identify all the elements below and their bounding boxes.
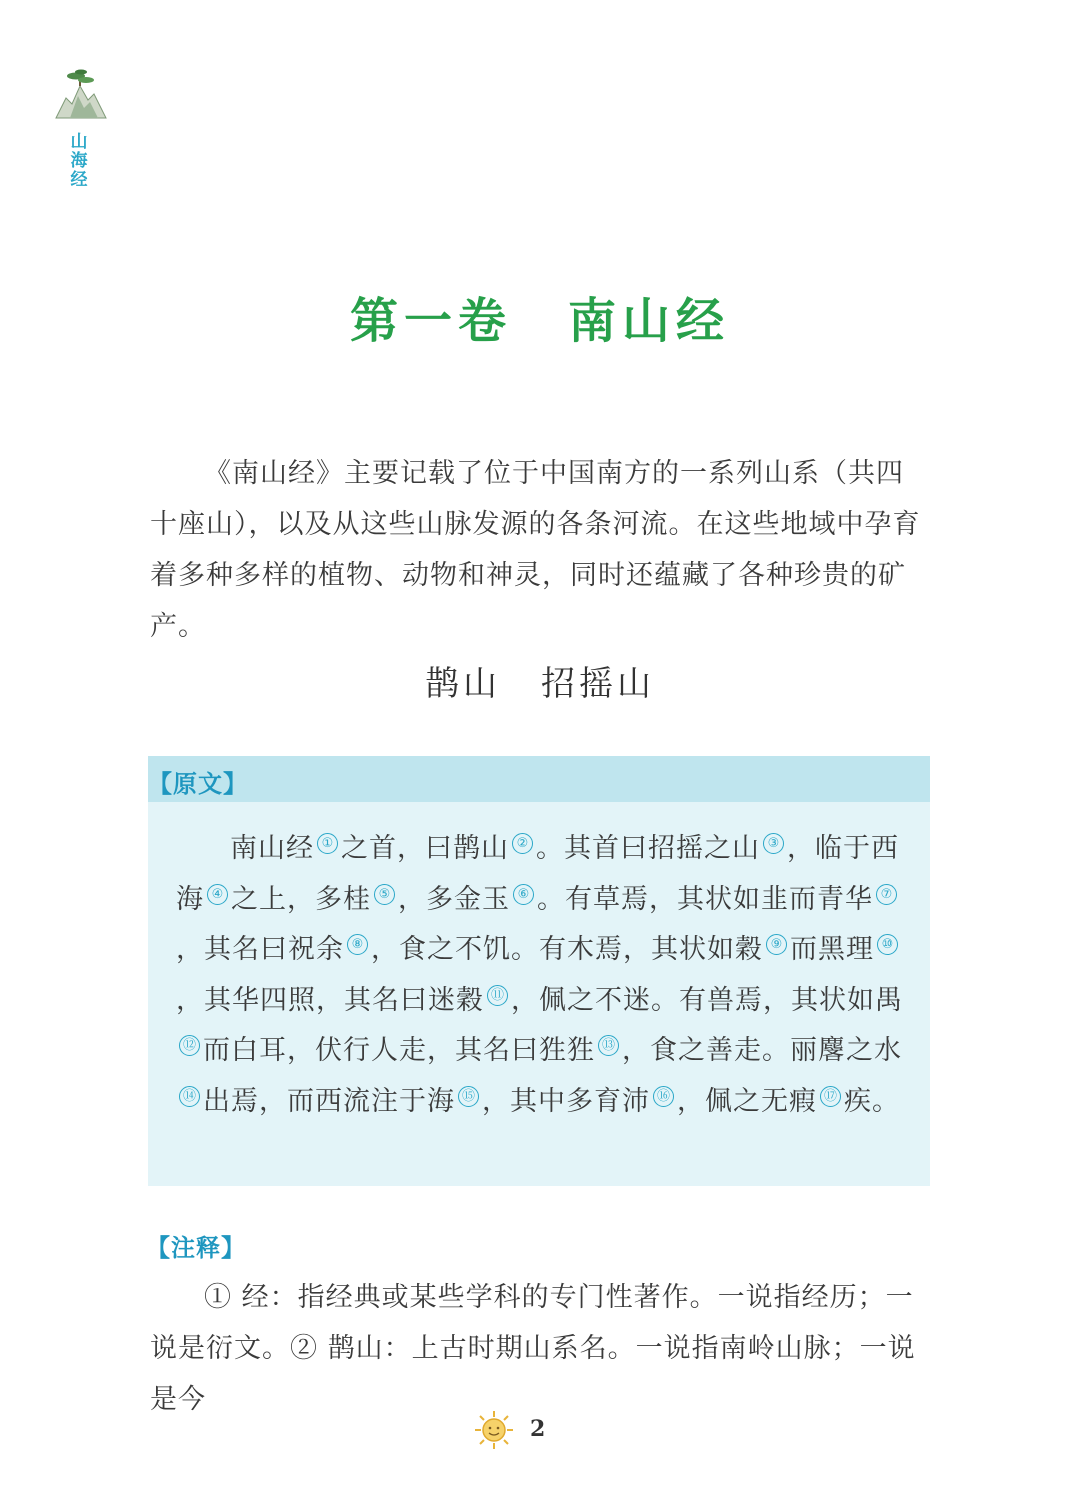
text-segment: 之上，多桂 [231, 883, 371, 915]
book-title-char: 山 [70, 132, 88, 152]
note-reference[interactable]: ⑩ [877, 934, 898, 955]
text-segment: 疾。 [844, 1085, 900, 1117]
book-title-char: 经 [70, 170, 88, 190]
note-reference[interactable]: ⑰ [820, 1086, 841, 1107]
note-reference[interactable]: ⑨ [766, 934, 787, 955]
sun-face-icon [474, 1410, 514, 1450]
note-reference[interactable]: ① [317, 833, 338, 854]
text-segment: ，临于西海 [176, 833, 899, 915]
text-segment: 而黑理 [790, 934, 874, 965]
chapter-name: 南山经 [568, 293, 731, 349]
text-segment: 之首，曰鹊山 [341, 833, 509, 864]
text-segment: 出焉，而西流注于海 [203, 1085, 455, 1117]
chapter-volume: 第一卷 [349, 293, 512, 349]
text-segment: ，其华四照，其名曰迷穀 [176, 984, 484, 1016]
chapter-title [0, 282, 1080, 351]
note-reference[interactable]: ⑭ [179, 1086, 200, 1107]
text-segment: 。其首曰招摇之山 [536, 833, 760, 864]
text-segment: ，佩之无瘕 [677, 1085, 817, 1117]
text-segment: ，其中多育沛 [482, 1085, 650, 1117]
text-segment: ，多金玉 [398, 883, 510, 915]
note-reference[interactable]: ⑯ [653, 1086, 674, 1107]
note-reference[interactable]: ⑮ [458, 1086, 479, 1107]
note-reference[interactable]: ⑥ [513, 884, 534, 905]
note-reference[interactable]: ⑧ [347, 934, 368, 955]
book-title-vertical [68, 133, 90, 190]
text-segment: ，佩之不迷。有兽焉，其状如禺 [511, 984, 903, 1016]
book-title-char: 海 [70, 151, 88, 171]
notes-label: 【注释】 [146, 1234, 246, 1262]
section-title [0, 656, 1080, 705]
text-segment: 南山经 [230, 833, 314, 864]
note-reference[interactable]: ④ [207, 884, 228, 905]
note-reference[interactable]: ⑪ [487, 985, 508, 1006]
original-text [176, 824, 906, 1127]
original-header [148, 756, 930, 802]
section-name: 鹊山 [425, 664, 501, 704]
text-segment: ，食之善走。丽麐之水 [622, 1035, 902, 1066]
note-reference[interactable]: ⑬ [598, 1035, 619, 1056]
note-reference[interactable]: ② [512, 833, 533, 854]
text-segment: 而白耳，伏行人走，其名曰狌狌 [203, 1035, 595, 1066]
section-name: 招摇山 [541, 664, 655, 704]
note-reference[interactable]: ③ [763, 833, 784, 854]
intro-paragraph: 《南山经》主要记载了位于中国南方的一系列山系（共四十座山），以及从这些山脉发源的各条河流。在这些地域中孕育着多种多样的植物、动物和神灵，同时还蕴藏了各种珍贵的矿产。 [150, 458, 921, 642]
note-reference[interactable]: ⑤ [374, 884, 395, 905]
text-segment: ，其名曰祝余 [176, 934, 344, 965]
page-footer [474, 1408, 594, 1452]
original-label: 【原文】 [148, 770, 248, 798]
original-text-box [148, 756, 930, 1186]
notes-text: ① 经：指经典或某些学科的专门性著作。一说指经历；一说是衍文。② 鹊山：上古时期山系名。一说指南岭山脉；一说是今 [150, 1282, 916, 1415]
mountain-pine-icon [52, 68, 108, 120]
text-segment: 。有草焉，其状如韭而青华 [537, 883, 873, 915]
text-segment: ，食之不饥。有木焉，其状如穀 [371, 934, 763, 965]
note-reference[interactable]: ⑦ [876, 884, 897, 905]
page-number: 2 [530, 1416, 546, 1442]
note-reference[interactable]: ⑫ [179, 1035, 200, 1056]
